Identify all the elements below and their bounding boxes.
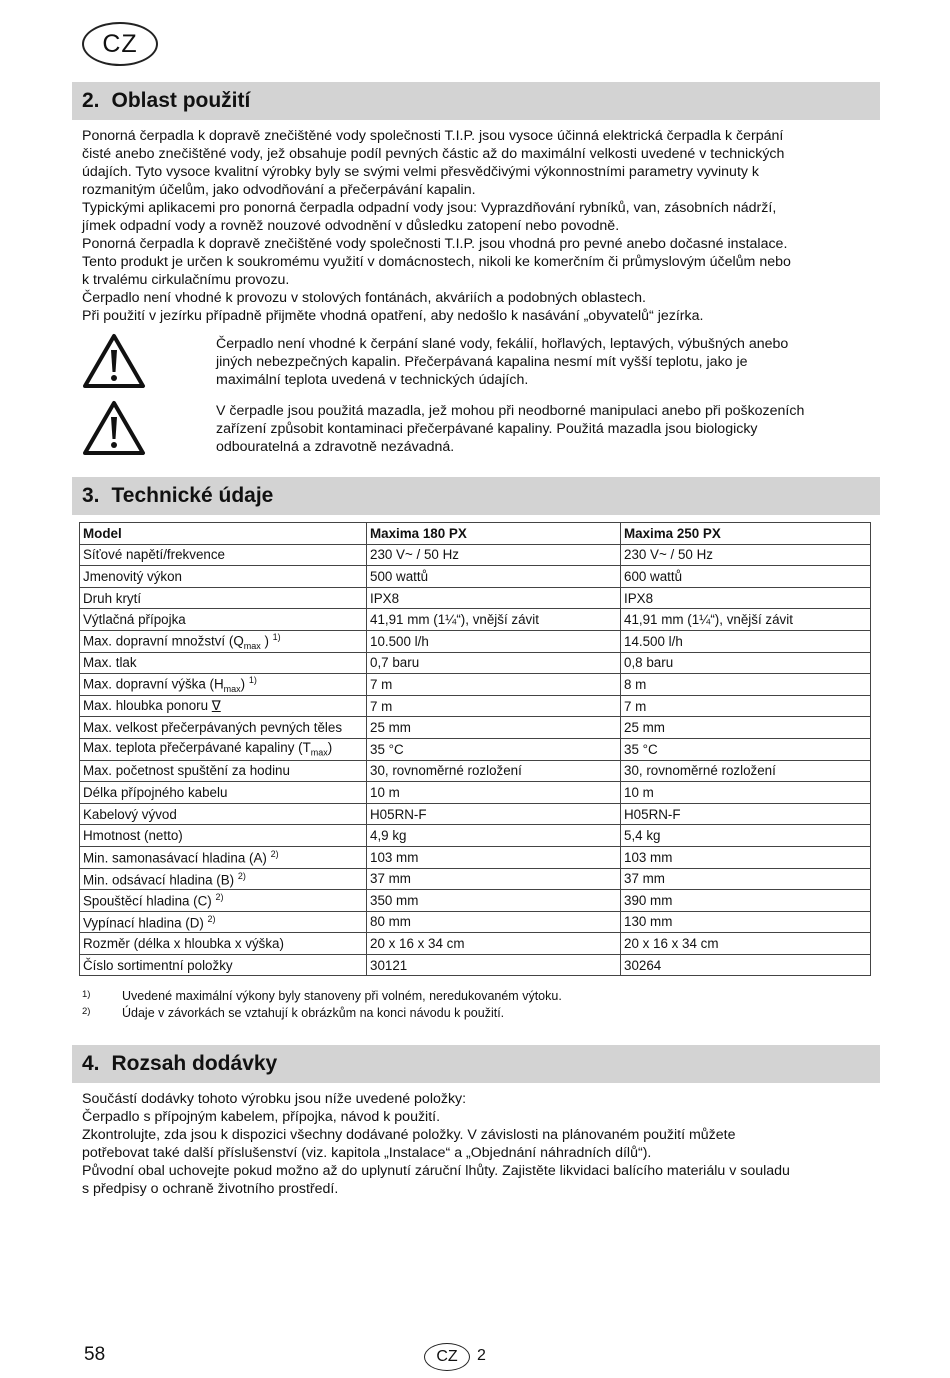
- footer-sub-page: 2: [477, 1347, 486, 1364]
- section-title: Rozsah dodávky: [111, 1052, 278, 1075]
- table-row: [80, 566, 871, 588]
- text-line: rozmanitým účelům, jako odvodňování a přečerpávání kapalin.: [82, 182, 476, 198]
- row-label: Číslo sortimentní položky: [83, 957, 233, 973]
- section-title: Technické údaje: [111, 484, 274, 507]
- table-row: [80, 954, 871, 976]
- row-label-cell: [80, 846, 367, 868]
- table-row: [80, 825, 871, 847]
- row-label: Max. dopravní výška (H: [83, 676, 224, 692]
- row-label: Hmotnost (netto): [83, 828, 183, 844]
- value-maxima-250: IPX8: [621, 587, 871, 609]
- text-line: Ponorná čerpadla k dopravě znečištěné vody společnosti T.I.P. jsou vhodná pro pevné anebo dočasné instalace.: [82, 236, 788, 252]
- value-maxima-180: 35 °C: [367, 738, 621, 760]
- table-header-cell: Maxima 180 PX: [367, 523, 621, 545]
- row-label-cell: [80, 717, 367, 739]
- row-label: Délka přípojného kabelu: [83, 784, 228, 800]
- table-header-cell: Model: [80, 523, 367, 545]
- text-line: Ponorná čerpadla k dopravě znečištěné vody společnosti T.I.P. jsou vysoce účinná elektrická čerpadla k čerpání: [82, 128, 784, 144]
- value-maxima-180: 4,9 kg: [367, 825, 621, 847]
- text-line: čisté anebo znečištěné vody, jež obsahuje podíl pevných částic až do maximální velkosti uvedené v technických: [82, 146, 785, 162]
- value-maxima-250: 230 V~ / 50 Hz: [621, 544, 871, 566]
- value-maxima-250: 41,91 mm (1¼“), vnější závit: [621, 609, 871, 631]
- text-line: Čerpadlo není vhodné k čerpání slané vody, fekálií, hořlavých, leptavých, výbušných anebo: [216, 336, 789, 352]
- value-maxima-180: 500 wattů: [367, 566, 621, 588]
- text-line: Čerpadlo s přípojným kabelem, přípojka, návod k použití.: [82, 1109, 441, 1125]
- footnote-reference: 1): [248, 674, 257, 685]
- text-line: Při použití v jezírku případně přijměte vhodná opatření, aby nedošlo k nasávání „obyvatelů“ jezírka.: [82, 308, 704, 324]
- text-line: Zkontrolujte, zda jsou k dispozici všechny dodávané položky. V závislosti na plánovaném použití můžete: [82, 1127, 736, 1143]
- row-label-cell: [80, 890, 367, 912]
- value-maxima-180: 350 mm: [367, 890, 621, 912]
- table-row: [80, 911, 871, 933]
- value-maxima-180: 7 m: [367, 695, 621, 717]
- table-row: [80, 738, 871, 760]
- value-maxima-180: 20 x 16 x 34 cm: [367, 933, 621, 955]
- row-label: Kabelový vývod: [83, 806, 177, 822]
- value-maxima-180: 10.500 l/h: [367, 630, 621, 652]
- label-subscript: max: [223, 684, 241, 695]
- footnote-mark: 2): [82, 1006, 91, 1017]
- value-maxima-250: 10 m: [621, 782, 871, 804]
- footnote-reference: 2): [237, 870, 246, 881]
- table-row: [80, 544, 871, 566]
- row-label: Max. početnost spuštění za hodinu: [83, 763, 290, 779]
- value-maxima-180: 0,7 baru: [367, 652, 621, 674]
- text-line: údajích. Tyto vysoce kvalitní výrobky byly se svými velmi přesvědčivými výkonnostními parametry vyvinuty k: [82, 164, 760, 180]
- warning-text: [216, 402, 872, 456]
- section-number: 3.: [82, 484, 100, 507]
- technical-data-table: [79, 522, 871, 976]
- usage-text: [82, 127, 872, 325]
- text-line: jiných nebezpečných kapalin. Přečerpávaná kapalina nesmí mít vyšší teplotu, jako je: [216, 354, 748, 370]
- value-maxima-180: 41,91 mm (1¼“), vnější závit: [367, 609, 621, 631]
- row-label: Vypínací hladina (D): [83, 915, 208, 931]
- value-maxima-250: 103 mm: [621, 846, 871, 868]
- text-line: Součástí dodávky tohoto výrobku jsou níže uvedené položky:: [82, 1091, 467, 1107]
- value-maxima-250: 37 mm: [621, 868, 871, 890]
- row-label-cell: [80, 652, 367, 674]
- row-label-cell: [80, 630, 367, 652]
- row-label-cell: [80, 911, 367, 933]
- text-line: potřebovat také další příslušenství (viz. kapitola „Instalace“ a „Objednání náhradních dílů“).: [82, 1145, 652, 1161]
- row-label: Rozměr (délka x hloubka x výška): [83, 936, 284, 952]
- text-line: Typickými aplikacemi pro ponorná čerpadla odpadní vody jsou: Vyprazdňování rybníků, van, zásobních nádrží,: [82, 200, 777, 216]
- row-label-suffix: ): [260, 633, 273, 649]
- table-row: [80, 846, 871, 868]
- row-label-cell: [80, 609, 367, 631]
- value-maxima-250: H05RN-F: [621, 803, 871, 825]
- value-maxima-250: 20 x 16 x 34 cm: [621, 933, 871, 955]
- warning-block-liquids: [82, 333, 872, 393]
- value-maxima-250: 5,4 kg: [621, 825, 871, 847]
- row-label-cell: [80, 544, 367, 566]
- footnote-reference: 2): [215, 892, 224, 903]
- row-label: Max. teplota přečerpávané kapaliny (T: [83, 740, 311, 756]
- row-label-cell: [80, 566, 367, 588]
- row-label-cell: [80, 954, 367, 976]
- value-maxima-250: 7 m: [621, 695, 871, 717]
- label-subscript: max: [310, 748, 328, 759]
- text-line: s předpisy o ochraně životního prostředí.: [82, 1181, 339, 1197]
- value-maxima-180: 30121: [367, 954, 621, 976]
- value-maxima-180: 37 mm: [367, 868, 621, 890]
- row-label: Min. odsávací hladina (B): [83, 872, 238, 888]
- value-maxima-180: 25 mm: [367, 717, 621, 739]
- table-body: [80, 544, 871, 976]
- table-row: [80, 717, 871, 739]
- value-maxima-180: H05RN-F: [367, 803, 621, 825]
- text-line: maximální teplota uvedená v technických údajích.: [216, 372, 529, 388]
- text-line: k trvalému cirkulačnímu provozu.: [82, 272, 290, 288]
- table-row: [80, 890, 871, 912]
- table-header-cell: Maxima 250 PX: [621, 523, 871, 545]
- text-line: V čerpadle jsou použitá mazadla, jež mohou při neodborné manipulaci anebo při poškozeních: [216, 403, 805, 419]
- row-label: Jmenovitý výkon: [83, 568, 182, 584]
- value-maxima-180: 10 m: [367, 782, 621, 804]
- footer-country-badge: CZ: [424, 1343, 470, 1371]
- row-label-suffix: ): [240, 676, 249, 692]
- row-label: Spouštěcí hladina (C): [83, 893, 216, 909]
- text-line: Tento produkt je určen k soukromému využití v domácnostech, nikoli ke komerčním či průmyslovým účelům nebo: [82, 254, 791, 270]
- footnote-reference: 2): [270, 848, 279, 859]
- footnote-text: Údaje v závorkách se vztahují k obrázkům na konci návodu k použití.: [122, 1006, 505, 1020]
- label-subscript: max: [243, 640, 261, 651]
- footnote-reference: 1): [272, 631, 281, 642]
- value-maxima-250: 8 m: [621, 674, 871, 696]
- table-row: [80, 803, 871, 825]
- text-line: odbouratelná a zdravotně nezávadná.: [216, 439, 455, 455]
- row-label: Síťové napětí/frekvence: [83, 547, 225, 563]
- value-maxima-250: 0,8 baru: [621, 652, 871, 674]
- row-label: Výtlačná přípojka: [83, 612, 186, 628]
- row-label: Druh krytí: [83, 590, 142, 606]
- section-heading-delivery: [72, 1045, 880, 1083]
- value-maxima-250: 600 wattů: [621, 566, 871, 588]
- value-maxima-250: 14.500 l/h: [621, 630, 871, 652]
- value-maxima-180: 7 m: [367, 674, 621, 696]
- warning-triangle-icon: [82, 400, 146, 456]
- value-maxima-250: 130 mm: [621, 911, 871, 933]
- water-level-icon: ∇: [211, 698, 221, 714]
- table-row: [80, 630, 871, 652]
- table-row: [80, 868, 871, 890]
- row-label: Max. velkost přečerpávaných pevných těles: [83, 720, 343, 736]
- row-label-cell: [80, 825, 367, 847]
- row-label-cell: [80, 760, 367, 782]
- row-label-suffix: ): [327, 740, 333, 756]
- row-label-cell: [80, 803, 367, 825]
- value-maxima-250: 35 °C: [621, 738, 871, 760]
- warning-triangle-icon: [82, 333, 146, 389]
- warning-text: [216, 335, 872, 389]
- table-row: [80, 933, 871, 955]
- text-line: jímek odpadní vody a rovněž nouzové odvodnění v důsledku zatopení nebo povodně.: [82, 218, 620, 234]
- delivery-text: [82, 1090, 872, 1198]
- row-label-cell: [80, 933, 367, 955]
- row-label-cell: [80, 782, 367, 804]
- value-maxima-250: 30, rovnoměrné rozložení: [621, 760, 871, 782]
- table-row: [80, 609, 871, 631]
- value-maxima-250: 390 mm: [621, 890, 871, 912]
- text-line: Původní obal uchovejte pokud možno až do uplynutí záruční lhůty. Zajistěte likvidaci balícího materiálu v souladu: [82, 1163, 790, 1179]
- table-row: [80, 674, 871, 696]
- warning-block-lubricants: [82, 400, 872, 460]
- row-label-cell: [80, 587, 367, 609]
- value-maxima-250: 25 mm: [621, 717, 871, 739]
- table-row: [80, 587, 871, 609]
- value-maxima-180: IPX8: [367, 587, 621, 609]
- footnote-reference: 2): [207, 913, 216, 924]
- value-maxima-180: 80 mm: [367, 911, 621, 933]
- row-label: Min. samonasávací hladina (A): [83, 850, 271, 866]
- section-heading-tech-data: [72, 477, 880, 515]
- country-badge: CZ: [82, 22, 158, 66]
- row-label-cell: [80, 674, 367, 696]
- table-row: [80, 782, 871, 804]
- row-label-cell: [80, 695, 367, 717]
- table-row: [80, 652, 871, 674]
- section-heading-usage: [72, 82, 880, 120]
- table-row: [80, 695, 871, 717]
- page-number: 58: [84, 1344, 106, 1365]
- table-row: [80, 760, 871, 782]
- table-header-row: [80, 523, 871, 545]
- value-maxima-180: 103 mm: [367, 846, 621, 868]
- value-maxima-180: 230 V~ / 50 Hz: [367, 544, 621, 566]
- section-number: 2.: [82, 89, 100, 112]
- row-label: Max. hloubka ponoru: [83, 698, 212, 714]
- row-label-cell: [80, 868, 367, 890]
- row-label: Max. tlak: [83, 655, 137, 671]
- text-line: zařízení způsobit kontaminaci přečerpávané kapaliny. Použitá mazadla jsou biologicky: [216, 421, 758, 437]
- text-line: Čerpadlo není vhodné k provozu v stolových fontánách, akváriích a podobných oblastech.: [82, 290, 646, 306]
- section-title: Oblast použití: [111, 89, 251, 112]
- row-label: Max. dopravní množství (Q: [83, 633, 244, 649]
- section-number: 4.: [82, 1052, 100, 1075]
- value-maxima-180: 30, rovnoměrné rozložení: [367, 760, 621, 782]
- row-label-cell: [80, 738, 367, 760]
- footnote-mark: 1): [82, 989, 91, 1000]
- value-maxima-250: 30264: [621, 954, 871, 976]
- footnote-text: Uvedené maximální výkony byly stanoveny při volném, neredukovaném výtoku.: [122, 989, 562, 1003]
